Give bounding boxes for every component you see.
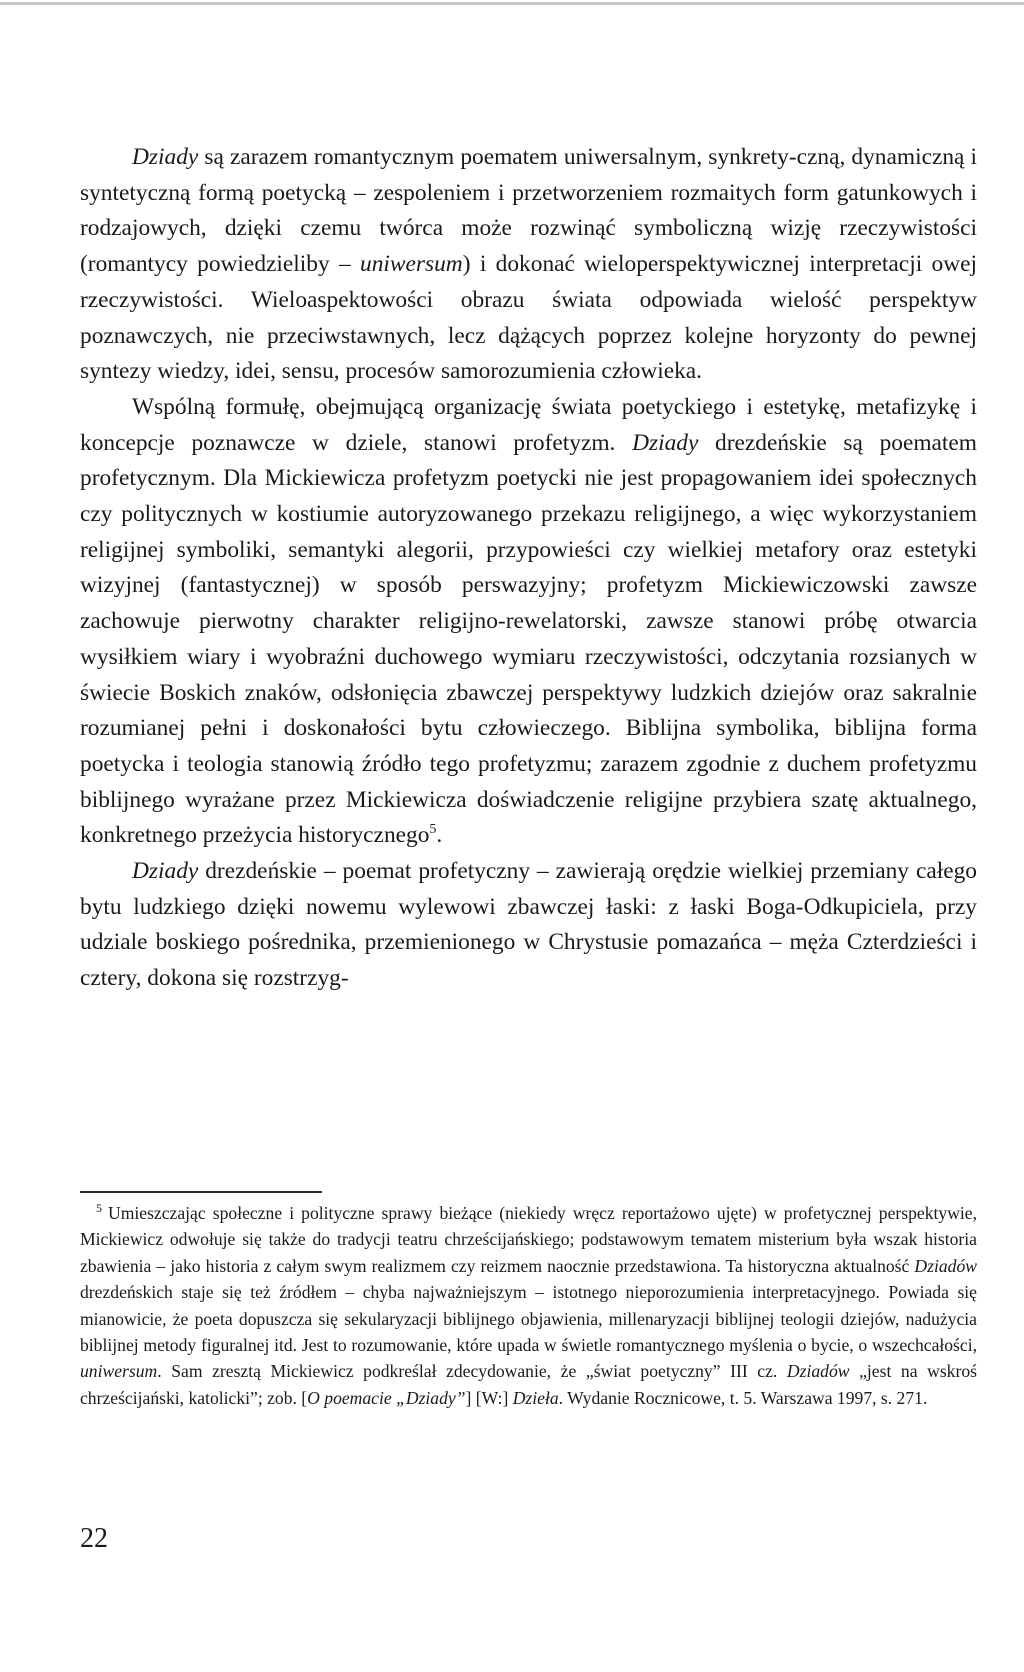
- paragraph-3: [80, 854, 977, 997]
- paragraph-text: .: [436, 822, 443, 849]
- italic-term: uniwersum: [80, 1361, 158, 1382]
- paragraph-text: Wspólną formułę, obejmującą organizację świata poetyckiego i estetykę, metafizykę i koncepcje poznawcze w dziele, stanowi profetyzm.: [80, 393, 977, 456]
- footnote-text: drezdeńskich staje się też źródłem – chyba najważniejszym – istotnego nieporozumienia interpretacyjnego. Powiada się mianowicie, że poeta dopuszcza się sekularyzacji biblijnego objawienia, millenaryzacji biblijnej teologii dziejów, nadużycia biblijnej metody figuralnej itd. Jest to rozumowanie, które upada w świetle romantycznego myślenia o bycie, o wszechcałości,: [80, 1282, 977, 1356]
- scan-top-edge: [0, 2, 1024, 5]
- citation-title: O poemacie „Dziady”: [307, 1387, 466, 1408]
- footnote-text: „jest na wskroś chrześcijański, katolicki”; zob. [: [80, 1361, 977, 1408]
- paragraph-1: [80, 140, 977, 390]
- paragraph-text: ) i dokonać wieloperspektywicznej interpretacji owej rzeczywistości. Wieloaspektowości obrazu świata odpowiada wielość perspektyw poznawczych, nie przeciwstawnych, lecz dążących poprzez kolejne horyzonty do pewnej syntezy wiedzy, idei, sensu, procesów samorozumienia człowieka.: [80, 251, 977, 385]
- page-number: 22: [80, 1523, 108, 1554]
- footnote-text: . Sam zresztą Mickiewicz podkreślał zdecydowanie, że „świat poetyczny” III cz.: [157, 1361, 787, 1382]
- paragraph-text: są zarazem romantycznym poematem uniwersalnym, synkrety-czną, dynamiczną i syntetyczną formą poetycką – zespoleniem i przetworzeniem rozmaitych form gatunkowych i rodzajowych, dzięki czemu twórca może rozwinąć symboliczną wizję rzeczywistości (romantycy powiedzieliby –: [80, 144, 977, 278]
- main-text: [80, 140, 977, 997]
- footnote: [80, 1200, 977, 1411]
- footnote-number: 5: [96, 1201, 102, 1215]
- work-title: Dziady: [132, 144, 199, 170]
- footnote-reference[interactable]: 5: [429, 822, 437, 838]
- work-title: Dziady: [132, 858, 199, 885]
- footnote-text: Umieszczając społeczne i polityczne sprawy bieżące (niekiedy wręcz reportażowo ujęte) w profetycznej perspektywie, Mickiewicz odwołuje się także do tradycji teatru chrześcijańskiego; podstawowym tematem misterium była wszak historia zbawienia – jako historia z całym swym realizmem czy reizmem naocznie przedstawiona. Ta historyczna aktualność: [80, 1203, 977, 1276]
- paragraph-text: drezdeńskie – poemat profetyczny – zawierają orędzie wielkiej przemiany całego bytu ludzkiego dzięki nowemu wylewowi zbawczej łaski: z łaski Boga-Odkupiciela, przy udziale boskiego pośrednika, przemienionego w Chrystusie pomazańca – męża Czterdzieści i cztery, dokona się rozstrzyg-: [80, 858, 977, 992]
- footnote-text: . Wydanie Rocznicowe, t. 5. Warszawa 1997, s. 271.: [558, 1387, 928, 1408]
- work-title: Dziadów: [914, 1255, 977, 1276]
- footnote-separator: [80, 1191, 322, 1193]
- citation-title: Dzieła: [512, 1387, 559, 1408]
- work-title: Dziady: [632, 429, 699, 456]
- work-title: Dziadów: [786, 1361, 850, 1382]
- paragraph-text: drezdeńskie są poematem profetycznym. Dla Mickiewicza profetyzm poetycki nie jest propagowaniem idei społecznych czy politycznych w kostiumie autoryzowanego przekazu religijnego, a więc wykorzystaniem religijnej symboliki, semantyki alegorii, przypowieści czy wielkiej metafory oraz estetyki wizyjnej (fantastycznej) w sposób perswazyjny; profetyzm Mickiewiczowski zawsze zachowuje pierwotny charakter religijno-rewelatorski, zawsze stanowi próbę otwarcia wysiłkiem wiary i wyobraźni duchowego wymiaru rzeczywistości, odczytania rozsianych w świecie Boskich znaków, odsłonięcia zbawczej perspektywy ludzkich dziejów oraz sakralnie rozumianej pełni i doskonałości bytu człowieczego. Biblijna symbolika, biblijna forma poetycka i teologia stanowią źródło tego profetyzmu; zarazem zgodnie z duchem profetyzmu biblijnego wyrażane przez Mickiewicza doświadczenie religijne przybiera szatę aktualnego, konkretnego przeżycia historycznego: [80, 429, 977, 849]
- paragraph-2: [80, 390, 977, 854]
- italic-term: uniwersum: [360, 251, 463, 278]
- footnote-text: ] [W:]: [465, 1387, 513, 1408]
